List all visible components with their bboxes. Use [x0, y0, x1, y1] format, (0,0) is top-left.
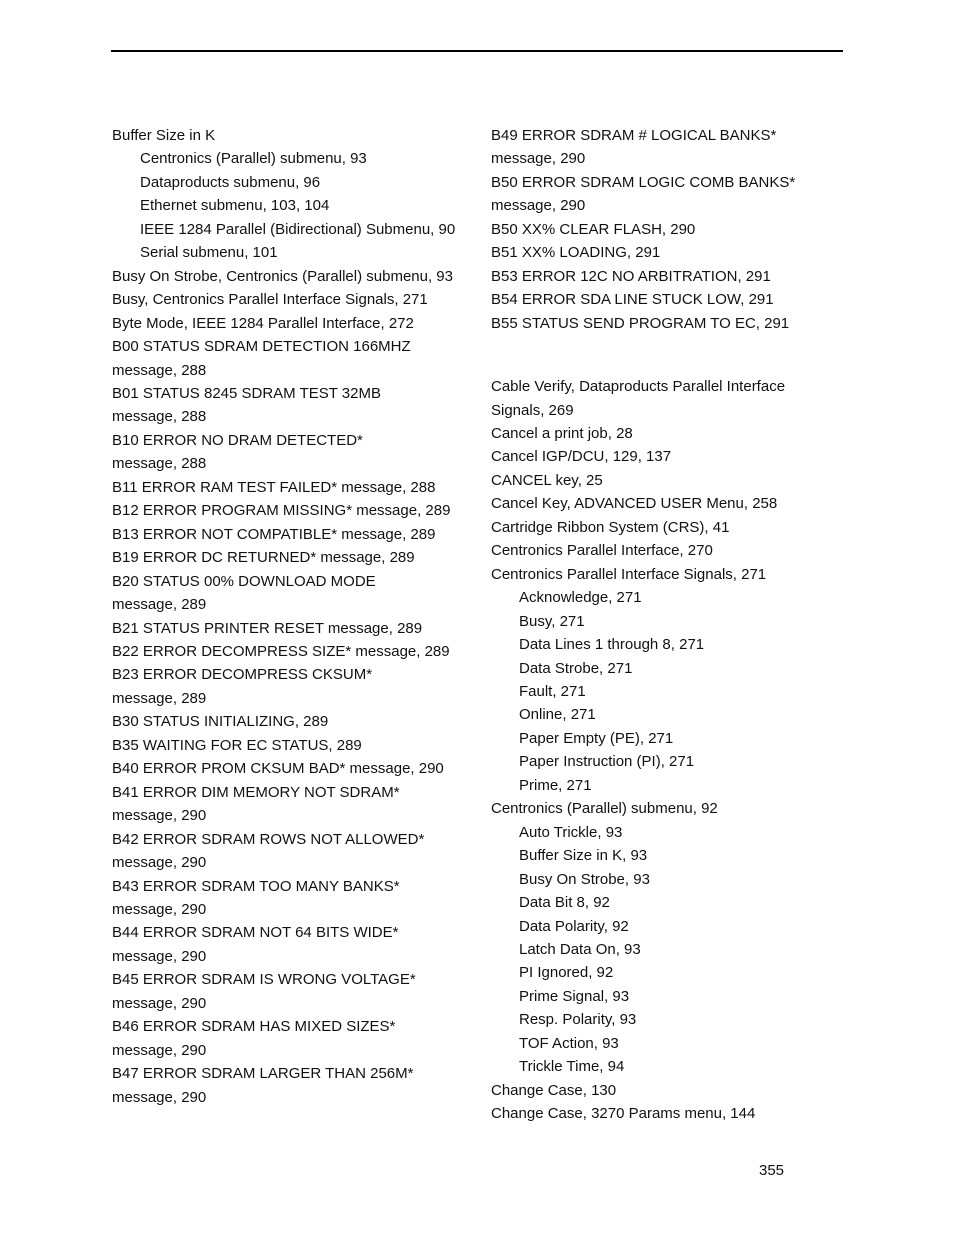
index-entry: message, 290	[112, 854, 207, 872]
index-subentry: Paper Instruction (PI), 271	[519, 753, 695, 771]
index-subentry: Latch Data On, 93	[519, 940, 641, 958]
header-rule	[111, 50, 843, 52]
index-column-left	[112, 124, 482, 1109]
index-entry: B45 ERROR SDRAM IS WRONG VOLTAGE*	[112, 971, 416, 989]
index-subentry: Acknowledge, 271	[519, 589, 642, 607]
index-entry: B47 ERROR SDRAM LARGER THAN 256M*	[112, 1065, 414, 1083]
index-entry: B41 ERROR DIM MEMORY NOT SDRAM*	[112, 783, 400, 801]
index-subentry: Auto Trickle, 93	[519, 823, 623, 841]
index-column-right	[491, 124, 851, 1126]
index-entry: message, 290	[112, 947, 207, 965]
index-subentry: Paper Empty (PE), 271	[519, 729, 674, 747]
index-entry: message, 288	[112, 408, 207, 426]
index-entry: Cartridge Ribbon System (CRS), 41	[491, 518, 730, 536]
index-entry: B53 ERROR 12C NO ARBITRATION, 291	[491, 267, 771, 285]
index-subentry: Centronics (Parallel) submenu, 93	[140, 150, 367, 168]
index-entry: B46 ERROR SDRAM HAS MIXED SIZES*	[112, 1018, 396, 1036]
index-entry: B55 STATUS SEND PROGRAM TO EC, 291	[491, 314, 790, 332]
index-entry: B19 ERROR DC RETURNED* message, 289	[112, 549, 415, 567]
index-entry: message, 290	[491, 150, 586, 168]
index-entry: Centronics (Parallel) submenu, 92	[491, 800, 718, 818]
index-entry: Busy, Centronics Parallel Interface Signals, 271	[112, 291, 428, 309]
index-entry: Buffer Size in K	[112, 127, 216, 144]
index-subentry: Trickle Time, 94	[519, 1058, 625, 1076]
index-subentry: Busy, 271	[519, 612, 585, 630]
index-subentry: Data Strobe, 271	[519, 659, 633, 677]
index-subentry: Data Polarity, 92	[519, 917, 629, 935]
index-entry: message, 290	[112, 994, 207, 1012]
index-entry: B49 ERROR SDRAM # LOGICAL BANKS*	[491, 127, 777, 144]
index-subentry: Dataproducts submenu, 96	[140, 173, 321, 191]
index-entry: B12 ERROR PROGRAM MISSING* message, 289	[112, 502, 451, 520]
index-entry: Signals, 269	[491, 401, 574, 419]
index-entry: message, 290	[112, 807, 207, 825]
index-entry: Byte Mode, IEEE 1284 Parallel Interface, 272	[112, 314, 414, 332]
index-entry: B22 ERROR DECOMPRESS SIZE* message, 289	[112, 642, 450, 660]
index-entry: B50 XX% CLEAR FLASH, 290	[491, 220, 696, 238]
index-subentry: Ethernet submenu, 103, 104	[140, 197, 330, 215]
index-subentry: Buffer Size in K, 93	[519, 847, 648, 865]
index-subentry: Resp. Polarity, 93	[519, 1011, 637, 1029]
index-subentry: IEEE 1284 Parallel (Bidirectional) Submenu, 90	[140, 220, 456, 238]
index-entry: B21 STATUS PRINTER RESET message, 289	[112, 619, 423, 637]
index-entry: Change Case, 130	[491, 1081, 617, 1099]
index-subentry: Busy On Strobe, 93	[519, 870, 650, 888]
index-entry: Cancel Key, ADVANCED USER Menu, 258	[491, 495, 778, 513]
index-entry: B35 WAITING FOR EC STATUS, 289	[112, 736, 362, 754]
index-entry: B13 ERROR NOT COMPATIBLE* message, 289	[112, 525, 436, 543]
index-entry: B11 ERROR RAM TEST FAILED* message, 288	[112, 478, 436, 496]
index-entry: message, 290	[112, 1041, 207, 1059]
index-entry: Centronics Parallel Interface Signals, 271	[491, 565, 767, 583]
index-entry: B50 ERROR SDRAM LOGIC COMB BANKS*	[491, 173, 796, 191]
index-entry: Cable Verify, Dataproducts Parallel Interface	[491, 378, 786, 396]
index-subentry: Online, 271	[519, 706, 596, 724]
index-entry: B00 STATUS SDRAM DETECTION 166MHZ	[112, 338, 411, 356]
page-number: 355	[759, 1162, 785, 1179]
index-entry: B01 STATUS 8245 SDRAM TEST 32MB	[112, 384, 381, 402]
index-entry: B54 ERROR SDA LINE STUCK LOW, 291	[491, 291, 774, 309]
index-entry: B10 ERROR NO DRAM DETECTED*	[112, 431, 363, 449]
index-entry: Cancel IGP/DCU, 129, 137	[491, 448, 672, 466]
index-entry: message, 290	[112, 1088, 207, 1106]
index-subentry: Fault, 271	[519, 682, 586, 700]
index-entry: message, 289	[112, 689, 207, 707]
index-subentry: Data Bit 8, 92	[519, 894, 610, 912]
index-entry: message, 288	[112, 361, 207, 379]
index-entry: CANCEL key, 25	[491, 471, 603, 489]
index-subentry: Data Lines 1 through 8, 271	[519, 636, 705, 654]
index-entry: Busy On Strobe, Centronics (Parallel) submenu, 93	[112, 267, 453, 285]
index-entry: B30 STATUS INITIALIZING, 289	[112, 713, 329, 731]
index-entry: B42 ERROR SDRAM ROWS NOT ALLOWED*	[112, 830, 425, 848]
index-entry: Centronics Parallel Interface, 270	[491, 542, 713, 560]
index-subentry: PI Ignored, 92	[519, 964, 614, 982]
index-subentry: Serial submenu, 101	[140, 244, 278, 262]
index-entry: Cancel a print job, 28	[491, 424, 633, 442]
index-subentry: TOF Action, 93	[519, 1034, 619, 1052]
index-entry: message, 290	[491, 197, 586, 215]
index-entry: B40 ERROR PROM CKSUM BAD* message, 290	[112, 760, 444, 778]
index-entry: B51 XX% LOADING, 291	[491, 244, 661, 262]
index-entry: B20 STATUS 00% DOWNLOAD MODE	[112, 572, 376, 590]
index-entry: B43 ERROR SDRAM TOO MANY BANKS*	[112, 877, 400, 895]
index-entry: message, 288	[112, 455, 207, 473]
index-subentry: Prime Signal, 93	[519, 987, 630, 1005]
section-gap	[491, 335, 851, 375]
index-entry: message, 289	[112, 596, 207, 614]
index-entry: B23 ERROR DECOMPRESS CKSUM*	[112, 666, 373, 684]
index-subentry: Prime, 271	[519, 776, 592, 794]
index-entry: Change Case, 3270 Params menu, 144	[491, 1105, 756, 1123]
index-entry: B44 ERROR SDRAM NOT 64 BITS WIDE*	[112, 924, 399, 942]
index-entry: message, 290	[112, 900, 207, 918]
